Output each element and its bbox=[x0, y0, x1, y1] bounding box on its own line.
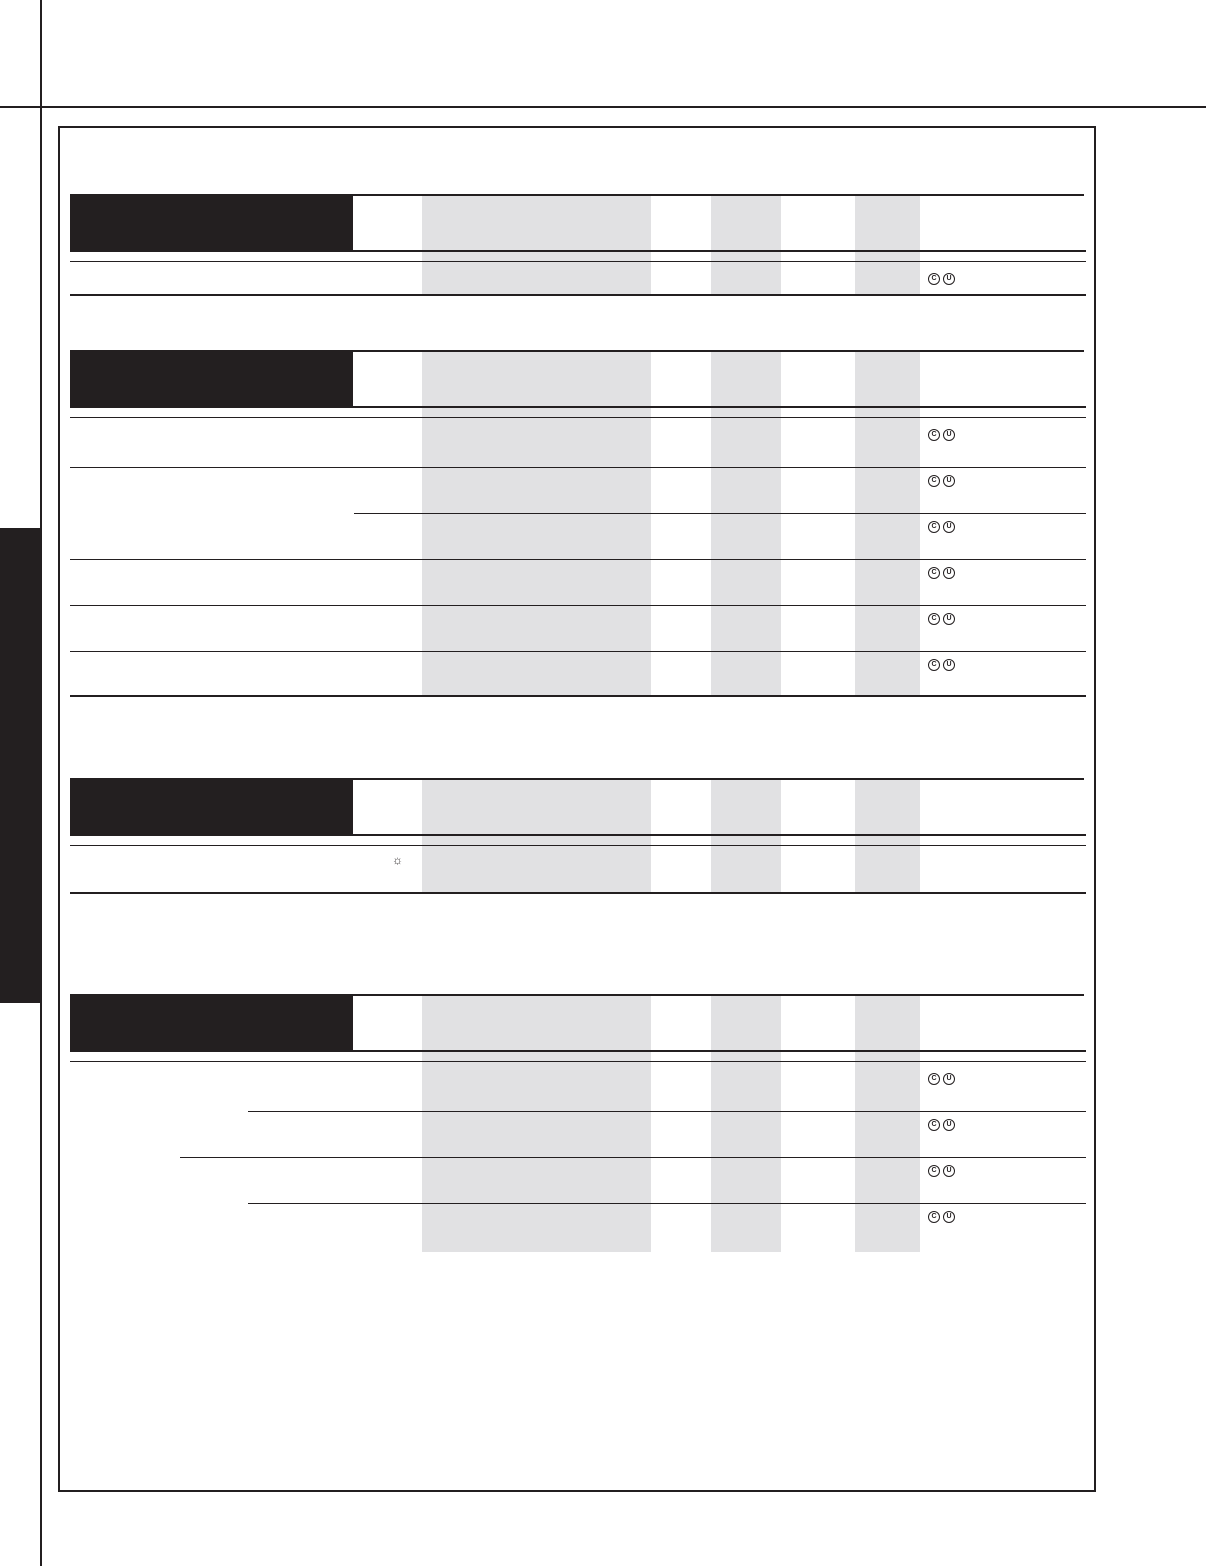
ul-cert-icon: U bbox=[943, 1119, 955, 1131]
section-side-tab bbox=[0, 528, 42, 1003]
ul-cert-icon: U bbox=[943, 567, 955, 579]
ul-cert-icon: U bbox=[943, 429, 955, 441]
header-double-rule bbox=[70, 261, 1086, 262]
ul-cert-icon: U bbox=[943, 1073, 955, 1085]
table-row bbox=[928, 427, 958, 441]
header-bottom-rule bbox=[70, 250, 1086, 252]
table-header-title-block bbox=[70, 996, 353, 1050]
shaded-column bbox=[422, 996, 651, 1252]
table-bottom-rule bbox=[70, 892, 1086, 894]
sun-icon: ☼ bbox=[392, 853, 403, 867]
shaded-column bbox=[711, 996, 781, 1252]
table-row bbox=[928, 611, 958, 625]
header-bottom-rule bbox=[70, 834, 1086, 836]
ul-cert-icon: U bbox=[943, 613, 955, 625]
ul-cert-icon: U bbox=[943, 521, 955, 533]
shaded-column bbox=[855, 780, 920, 894]
csa-cert-icon: C bbox=[928, 1211, 940, 1223]
csa-cert-icon: C bbox=[928, 613, 940, 625]
shaded-column bbox=[855, 996, 920, 1252]
csa-cert-icon: C bbox=[928, 1119, 940, 1131]
ul-cert-icon: U bbox=[943, 1211, 955, 1223]
shaded-column bbox=[711, 780, 781, 894]
shaded-column bbox=[711, 352, 781, 696]
ul-cert-icon: U bbox=[943, 273, 955, 285]
row-divider bbox=[70, 467, 1086, 468]
csa-cert-icon: C bbox=[928, 521, 940, 533]
table-row bbox=[928, 657, 958, 671]
header-double-rule bbox=[70, 1061, 1086, 1062]
csa-cert-icon: C bbox=[928, 429, 940, 441]
table-row bbox=[928, 1117, 958, 1131]
row-divider bbox=[70, 559, 1086, 560]
row-divider bbox=[248, 1203, 1086, 1204]
header-double-rule bbox=[70, 417, 1086, 418]
csa-cert-icon: C bbox=[928, 1165, 940, 1177]
table-row bbox=[928, 473, 958, 487]
csa-cert-icon: C bbox=[928, 1073, 940, 1085]
table-row bbox=[928, 519, 958, 533]
shaded-column bbox=[855, 352, 920, 696]
table-row bbox=[928, 271, 958, 285]
ul-cert-icon: U bbox=[943, 475, 955, 487]
csa-cert-icon: C bbox=[928, 659, 940, 671]
shaded-column bbox=[422, 196, 651, 296]
ul-cert-icon: U bbox=[943, 1165, 955, 1177]
table-header-title-block bbox=[70, 780, 353, 834]
header-bottom-rule bbox=[70, 406, 1086, 408]
shaded-column bbox=[422, 780, 651, 894]
table-header-title-block bbox=[70, 196, 353, 250]
shaded-column bbox=[422, 352, 651, 696]
csa-cert-icon: C bbox=[928, 567, 940, 579]
row-divider bbox=[354, 513, 1086, 514]
table-bottom-rule bbox=[70, 695, 1086, 697]
row-divider bbox=[70, 651, 1086, 652]
shaded-column bbox=[711, 196, 781, 296]
table-row bbox=[928, 1163, 958, 1177]
table-row bbox=[928, 1071, 958, 1085]
header-bottom-rule bbox=[70, 1050, 1086, 1052]
csa-cert-icon: C bbox=[928, 475, 940, 487]
table-row bbox=[928, 1209, 958, 1223]
row-divider bbox=[70, 605, 1086, 606]
table-row bbox=[928, 565, 958, 579]
shaded-column bbox=[855, 196, 920, 296]
row-divider bbox=[248, 1111, 1086, 1112]
row-divider bbox=[180, 1157, 1086, 1158]
table-bottom-rule bbox=[70, 294, 1086, 296]
csa-cert-icon: C bbox=[928, 273, 940, 285]
header-rule bbox=[0, 106, 1206, 108]
table-header-title-block bbox=[70, 352, 353, 406]
header-double-rule bbox=[70, 845, 1086, 846]
ul-cert-icon: U bbox=[943, 659, 955, 671]
